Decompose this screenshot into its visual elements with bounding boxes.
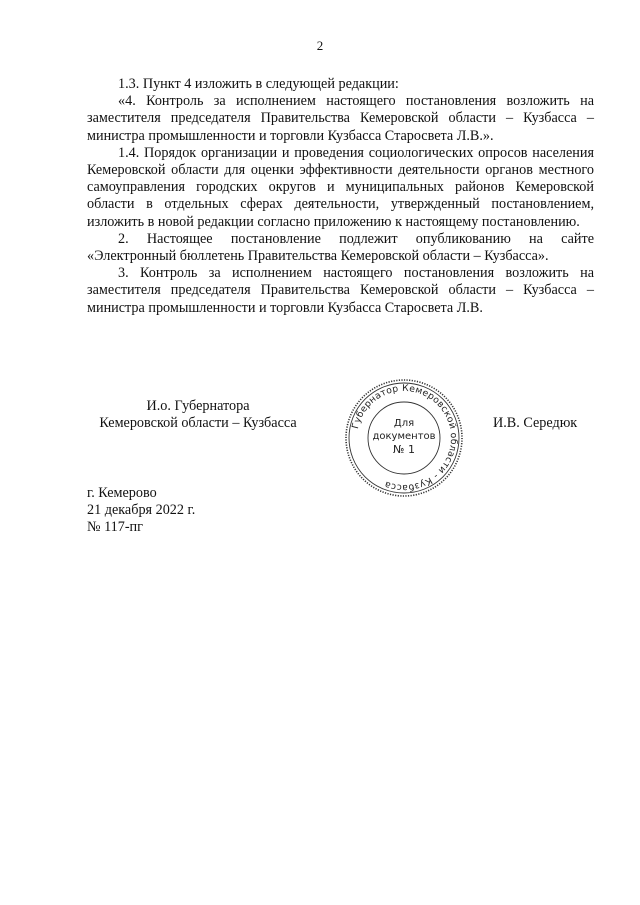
signatory-title	[87, 398, 309, 432]
signatory-name: И.В. Середюк	[493, 415, 578, 431]
official-seal-stamp	[343, 377, 465, 499]
paragraph-2: 2. Настоящее постановление подлежит опубликованию на сайте «Электронный бюллетень Правительства Кемеровской области – Кузбасса».	[87, 230, 594, 265]
stamp-ring-text: Губернатор Кемеровской области - Кузбасса	[349, 382, 460, 494]
page-number: 2	[316, 38, 324, 53]
stamp-center-line1: Для	[393, 418, 415, 429]
document-body	[87, 76, 594, 317]
paragraph-3: 3. Контроль за исполнением настоящего постановления возложить на заместителя председателя Правительства Кемеровской области – Кузбасса – министра промышленности и торговли Кузбасса Старосвета Л.В.	[87, 265, 594, 316]
signatory-title-line2: Кемеровской области – Кузбасса	[99, 415, 297, 432]
city: г. Кемерово	[87, 485, 157, 501]
stamp-center-line3: № 1	[393, 443, 415, 456]
document-date: 21 декабря 2022 г.	[87, 502, 196, 519]
paragraph-quote-4: «4. Контроль за исполнением настоящего постановления возложить на заместителя председателя Правительства Кемеровской области – Кузбасса – министра промышленности и торговли Кузбасса Старосвета Л.В.».	[87, 93, 594, 144]
document-number: № 117-пг	[87, 519, 143, 536]
stamp-center-line2: документов	[372, 431, 436, 442]
paragraph-1-3: 1.3. Пункт 4 изложить в следующей редакции:	[118, 76, 399, 92]
place-date-block	[87, 485, 195, 537]
paragraph-1-4: 1.4. Порядок организации и проведения социологических опросов населения Кемеровской области для оценки эффективности деятельности органов местного самоуправления городских округов и муниципальных районов Кемеровской области в отдельных сферах деятельности, утвержденный постановлением, изложить в новой редакции согласно приложению к настоящему постановлению.	[87, 144, 594, 230]
signatory-title-line1: И.о. Губернатора	[146, 398, 250, 414]
